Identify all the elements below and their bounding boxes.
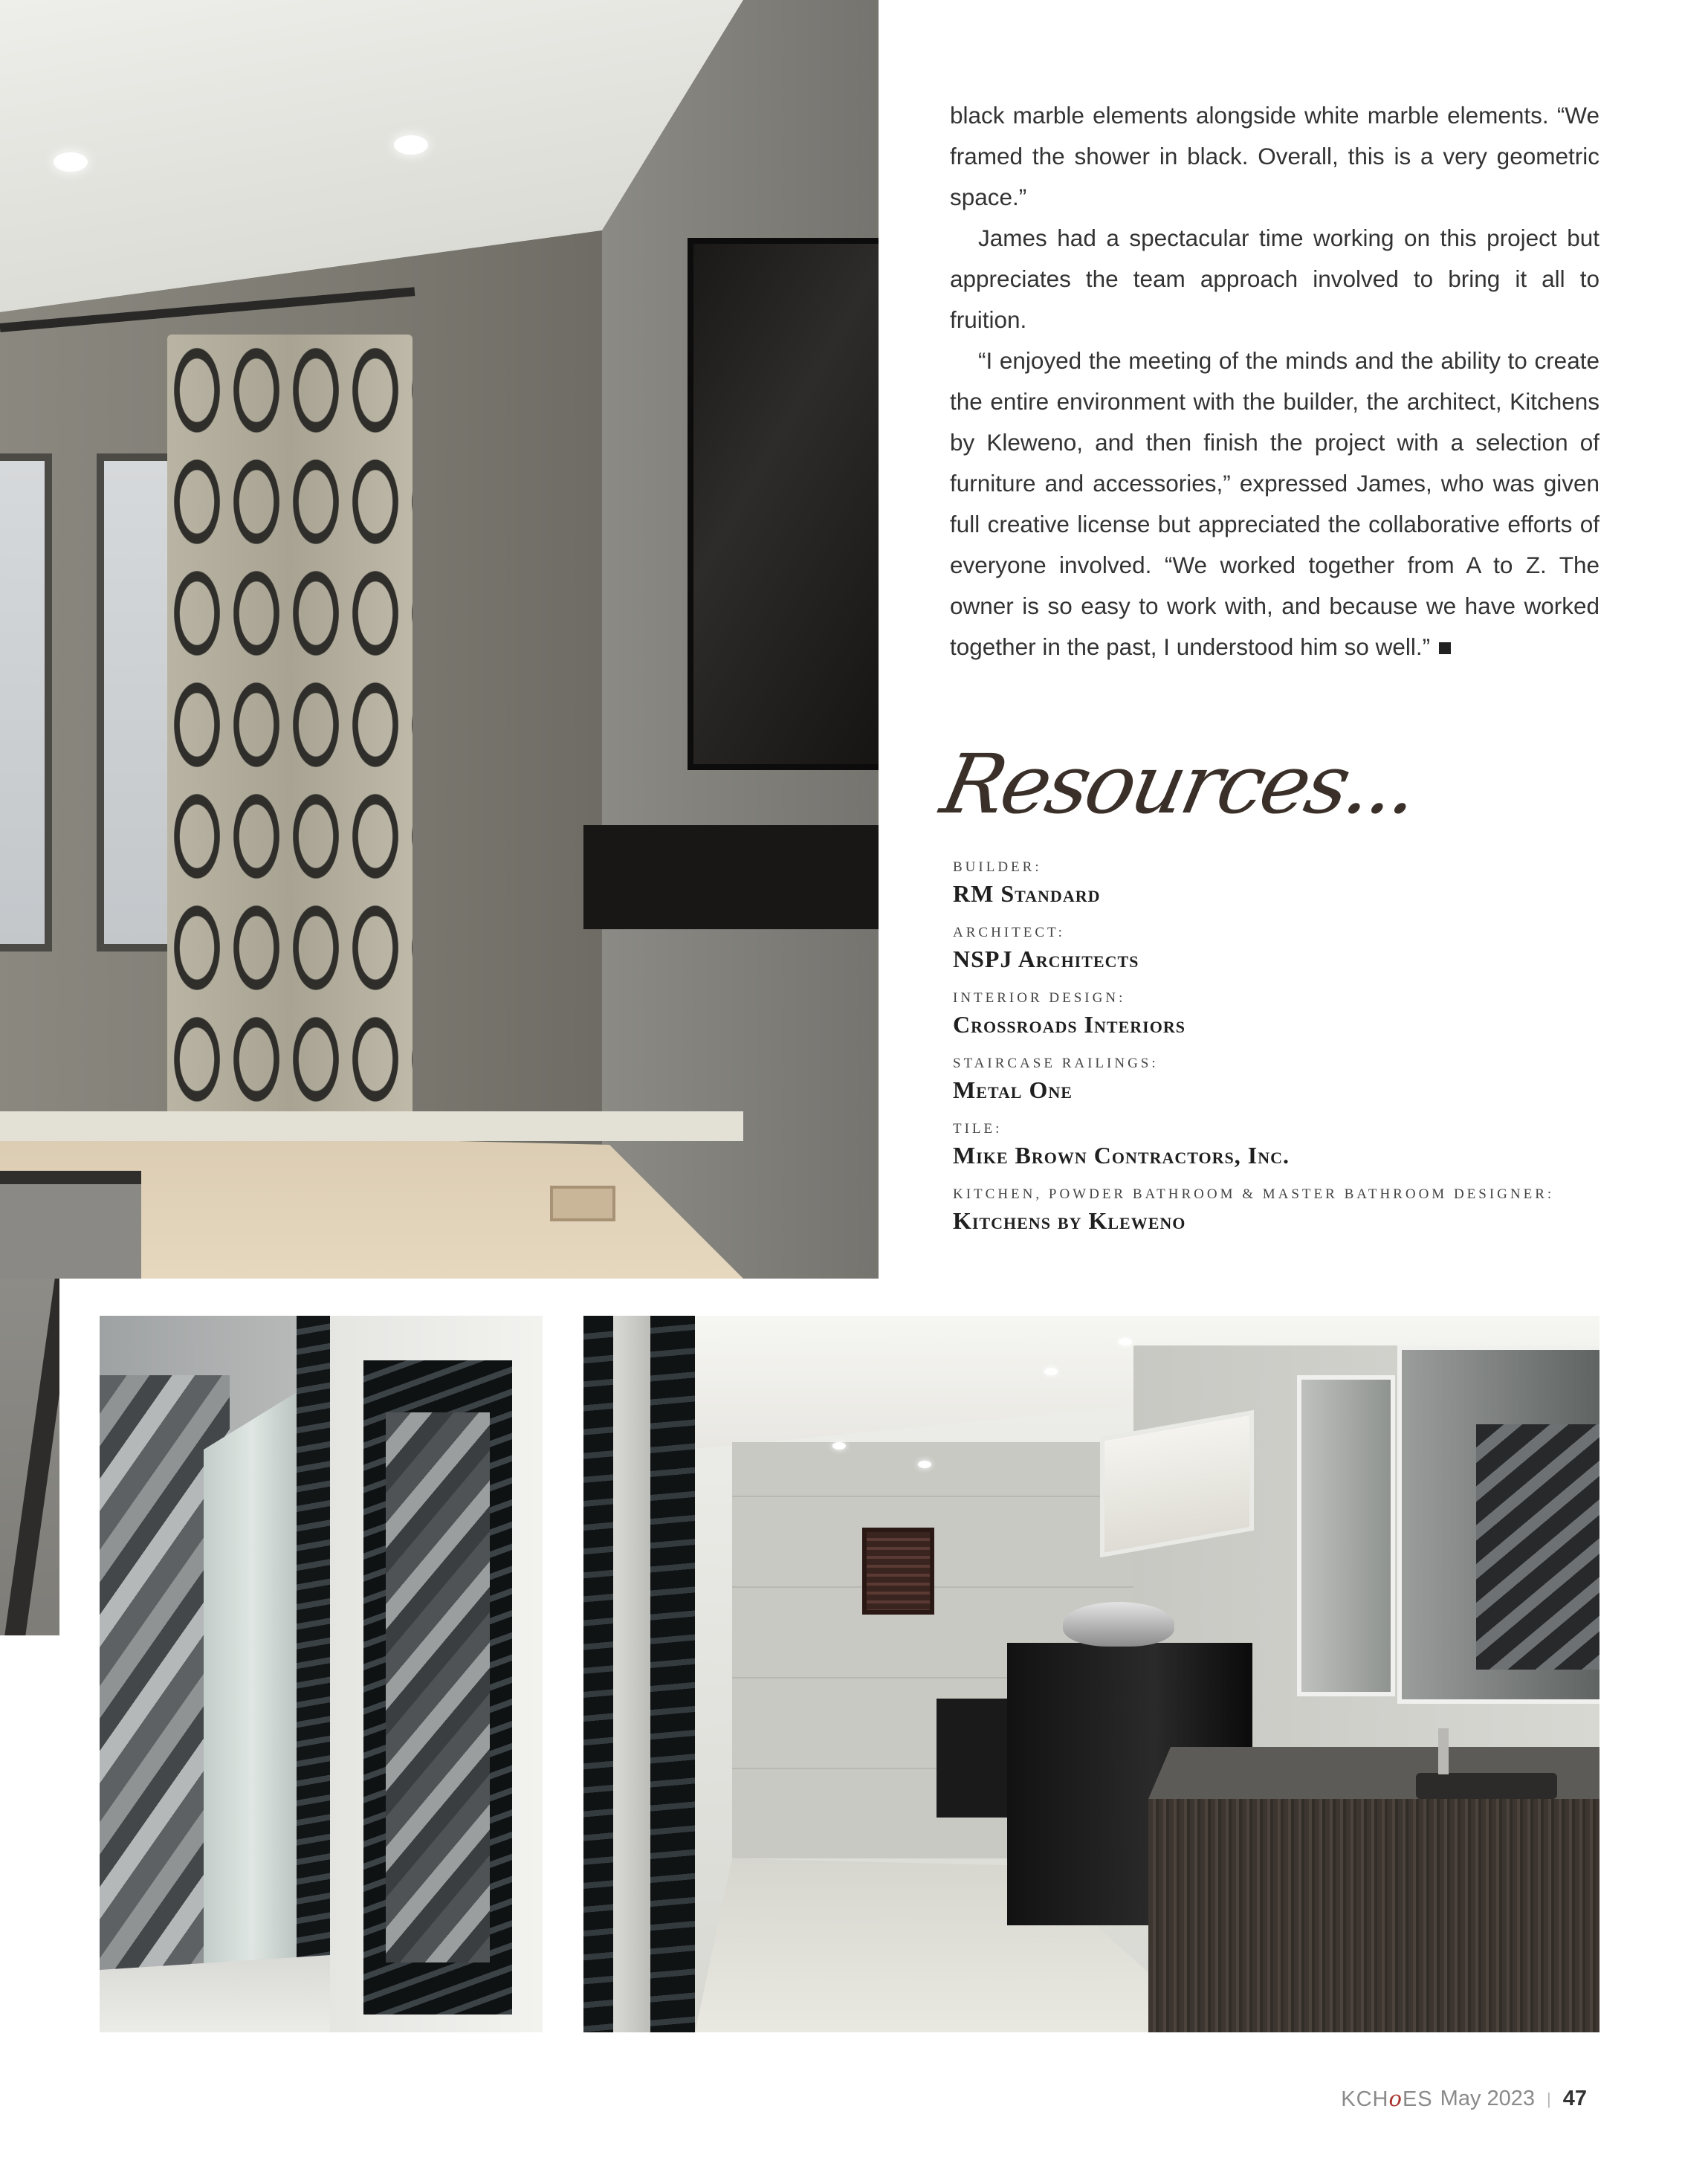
- resource-label: INTERIOR DESIGN:: [953, 990, 1126, 1006]
- resources-heading: Resources...: [934, 737, 1426, 832]
- footer-separator: |: [1547, 2089, 1551, 2108]
- magazine-logo: [1341, 2086, 1432, 2112]
- resource-value: NSPJ Architects: [953, 946, 1139, 972]
- resource-item: [953, 922, 1622, 974]
- resource-item: [953, 1118, 1622, 1170]
- logo-suffix: ES: [1402, 2087, 1433, 2111]
- bathroom-photo: [583, 1316, 1599, 2032]
- resources-list: [953, 856, 1622, 1249]
- resource-value: Metal One: [953, 1076, 1073, 1103]
- resource-item: [953, 856, 1622, 908]
- article-paragraph: James had a spectacular time working on this project but appreciates the team approach involved to bring it all to fruition.: [950, 224, 1599, 333]
- resource-item: [953, 987, 1622, 1039]
- bedroom-photo: [0, 0, 879, 1279]
- resource-label: KITCHEN, POWDER BATHROOM & MASTER BATHROOM DESIGNER:: [953, 1186, 1555, 1202]
- shower-photo: [100, 1316, 543, 2032]
- resource-item: [953, 1183, 1622, 1235]
- end-mark-icon: [1439, 642, 1451, 654]
- resource-value: Mike Brown Contractors, Inc.: [953, 1142, 1290, 1169]
- page-number: 47: [1562, 2087, 1587, 2110]
- bedroom-photo-rug-edge: [0, 1279, 59, 1635]
- resource-label: BUILDER:: [953, 859, 1042, 875]
- logo-prefix: KCH: [1341, 2087, 1389, 2111]
- resource-label: ARCHITECT:: [953, 925, 1065, 940]
- resource-label: TILE:: [953, 1121, 1003, 1137]
- article-paragraph: black marble elements alongside white marble elements. “We framed the shower in black. Overall, this is a very geometric space.”: [950, 102, 1599, 210]
- logo-mark: o: [1388, 2086, 1403, 2111]
- article-paragraph-text: “I enjoyed the meeting of the minds and the ability to create the entire environment with the builder, the architect, Kitchens by Kleweno, and then finish the project with a selection of furniture and accessories,” expressed James, who was given full creative license but appreciated the collaborative efforts of everyone involved. “We worked together from A to Z. The owner is so easy to work with, and because we have worked together in the past, I understood him so well.”: [950, 347, 1599, 660]
- page-footer: [1341, 2086, 1587, 2112]
- resource-item: [953, 1053, 1622, 1105]
- resource-value: RM Standard: [953, 880, 1101, 907]
- article-paragraph: [950, 340, 1599, 668]
- resource-value: Kitchens by Kleweno: [953, 1207, 1186, 1234]
- resource-value: Crossroads Interiors: [953, 1011, 1186, 1038]
- resource-label: STAIRCASE RAILINGS:: [953, 1056, 1159, 1071]
- article-body: [950, 95, 1599, 668]
- issue-date: May 2023: [1440, 2087, 1536, 2110]
